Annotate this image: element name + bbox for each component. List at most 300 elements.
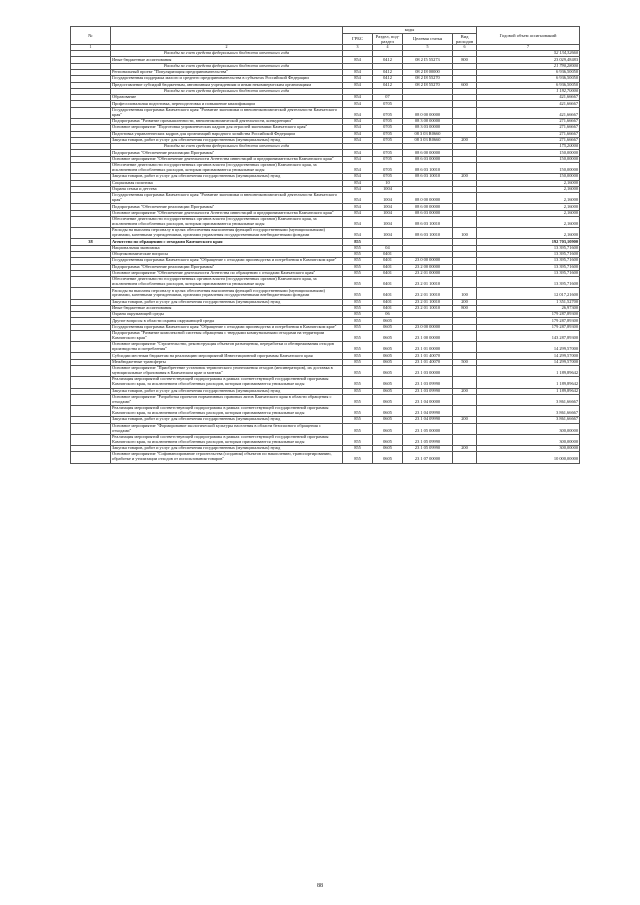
cell-vr [453,406,477,417]
cell-grbs: 854 [343,180,373,186]
column-index: 2 [111,45,343,51]
cell-cs: 23 1 05 00000 [403,423,453,434]
cell-rz: 0401 [373,299,403,305]
cell-sum: 1 192,70000 [477,88,580,94]
cell-rz: 0605 [373,406,403,417]
cell-rz: 1004 [373,186,403,192]
cell-cs: 23 1 05 09990 [403,445,453,451]
cell-cs: 08 6 00 00000 [403,150,453,156]
cell-name: Расходы на выплаты персоналу в целях обеспечения выполнения функций государственными (муниципальными) органами, казенными учреждениями, органами управления государственными внебюджетными фондами [111,228,343,239]
cell-sum: 179 287,89300 [477,312,580,318]
cell-sum: 421,66667 [477,107,580,118]
cell-grbs: 855 [343,366,373,377]
cell-sum: 150,00000 [477,156,580,162]
cell-grbs: 855 [343,324,373,330]
cell-grbs: 855 [343,377,373,388]
cell-sum: 13 395,71600 [477,251,580,257]
cell-grbs: 854 [343,82,373,88]
table-row [71,434,580,445]
cell-rz: 0605 [373,394,403,405]
cell-name: Подпрограмма "Обеспечение реализации Программы" [111,150,343,156]
column-index: 4 [373,45,403,51]
table-row [71,216,580,227]
cell-rz: 10 [373,180,403,186]
cell-rz: 0401 [373,288,403,299]
cell-grbs: 855 [343,245,373,251]
cell-grbs: 855 [343,423,373,434]
cell-cs: 23 1 05 09990 [403,434,453,445]
table-row [71,107,580,118]
cell-sum: 21 790,28000 [477,63,580,69]
table-row [71,452,580,463]
cell-rz: 0401 [373,258,403,264]
cell-sum: 6 936,50050 [477,82,580,88]
cell-sum: 12 017,21600 [477,288,580,299]
cell-cs: 23 1 01 40070 [403,353,453,359]
cell-name: Государственная программа Камчатского края "Развитие экономики и внешнеэкономической деятельности Камчатского края" [111,193,343,204]
cell-sum: 271,66667 [477,131,580,137]
cell-grbs: 854 [343,107,373,118]
cell-sum: 13 395,71600 [477,270,580,276]
cell-rz: 0605 [373,324,403,330]
cell-rz: 0705 [373,101,403,107]
cell-grbs: 854 [343,162,373,173]
cell-cs: 23 0 00 00000 [403,258,453,264]
cell-rz: 1004 [373,204,403,210]
cell-grbs: 855 [343,305,373,311]
cell-sum: 2,16000 [477,193,580,204]
cell-vr [453,193,477,204]
cell-sum: 3 861,66667 [477,394,580,405]
cell-rz: 0705 [373,107,403,118]
cell-num [71,377,111,388]
cell-num [71,452,111,463]
cell-name: Профессиональная подготовка, переподготовка и повышение квалификации [111,101,343,107]
cell-grbs: 855 [343,239,373,245]
cell-sum: 1 189,89642 [477,366,580,377]
cell-rz: 0605 [373,318,403,324]
cell-rz: 06 [373,312,403,318]
cell-grbs: 854 [343,156,373,162]
cell-cs: 08 3 03 00000 [403,125,453,131]
cell-cs: 23 1 04 09990 [403,417,453,423]
cell-name: Реализация мероприятий соответствующей подпрограммы в рамках соответствующей государственной программы Камчатского края, за исключением обособленных расходов, которым присваиваются уникальные коды [111,406,343,417]
header-vr: Вид расходов [453,33,477,45]
cell-sum: 179 287,89300 [477,324,580,330]
cell-rz: 1004 [373,228,403,239]
cell-cs: 23 2 01 10010 [403,299,453,305]
cell-name: Государственная программа Камчатского края "Обращение с отходами производства и потребления в Камчатском крае" [111,324,343,330]
cell-grbs: 854 [343,216,373,227]
cell-cs: 08 6 03 10010 [403,162,453,173]
cell-name: Иные бюджетные ассигнования [111,305,343,311]
cell-rz: 0605 [373,377,403,388]
cell-vr [453,331,477,342]
table-row [71,277,580,288]
cell-grbs: 854 [343,137,373,143]
cell-sum: 6 936,50050 [477,76,580,82]
cell-cs: 23 1 04 00000 [403,394,453,405]
cell-vr: 200 [453,417,477,423]
cell-rz: 0412 [373,76,403,82]
cell-num [71,216,111,227]
cell-vr [453,107,477,118]
cell-name: Закупка товаров, работ и услуг для обеспечения государственных (муниципальных) нужд [111,388,343,394]
cell-sum: 2,16000 [477,210,580,216]
cell-vr [453,162,477,173]
cell-rz: 0605 [373,452,403,463]
cell-grbs: 855 [343,318,373,324]
cell-name: Межбюджетные трансферты [111,359,343,365]
cell-grbs: 854 [343,174,373,180]
cell-cs: 08 2 I8 00000 [403,69,453,75]
cell-rz: 0605 [373,366,403,377]
cell-sum: 150,00000 [477,150,580,156]
cell-vr: 500 [453,359,477,365]
header-cs: Целевая статья [403,33,453,45]
cell-num [71,193,111,204]
cell-name: Обеспечение деятельности государственных органов власти (государственных органов) Камчатского края, за исключением обособленных расходов, которым присваиваются уникальные коды [111,277,343,288]
cell-rz: 0705 [373,150,403,156]
cell-num [71,277,111,288]
cell-name: Расходы за счет средств федерального бюджета отчетного года [111,63,343,69]
cell-num [71,366,111,377]
header-name [111,27,343,45]
cell-name: Иные бюджетные ассигнования [111,57,343,63]
cell-grbs: 855 [343,277,373,288]
cell-cs: 08 3 00 00000 [403,118,453,124]
cell-grbs: 855 [343,353,373,359]
cell-grbs: 855 [343,406,373,417]
cell-name: Национальная экономика [111,245,343,251]
cell-num [71,406,111,417]
cell-cs: 23 2 01 10010 [403,277,453,288]
cell-name: Агентство по обращению с отходами Камчатского края [111,239,343,245]
cell-vr: 600 [453,82,477,88]
cell-grbs: 854 [343,57,373,63]
cell-name: Реализация мероприятий соответствующей подпрограммы в рамках соответствующей государственной программы Камчатского края, за исключением обособленных расходов, которым присваиваются уникальные коды [111,377,343,388]
table-row [71,406,580,417]
cell-rz: 0705 [373,137,403,143]
cell-name: Расходы за счет средств федерального бюджета отчетного года [111,144,343,150]
cell-grbs: 854 [343,228,373,239]
cell-sum: 6 936,50050 [477,69,580,75]
cell-rz: 0605 [373,353,403,359]
cell-name: Расходы за счет средств федерального бюджета отчетного года [111,51,343,57]
cell-name: Основное мероприятие "Обеспечение деятельности Агентства инвестиций и предпринимательства Камчатского края" [111,210,343,216]
cell-grbs: 854 [343,95,373,101]
cell-rz: 04 [373,245,403,251]
header-num: № [71,27,111,45]
cell-grbs: 855 [343,258,373,264]
cell-grbs: 855 [343,445,373,451]
cell-rz: 0605 [373,434,403,445]
cell-rz: 0605 [373,331,403,342]
cell-rz: 0401 [373,264,403,270]
cell-sum: 23 029,48483 [477,57,580,63]
cell-cs: 23 0 00 00000 [403,324,453,330]
table-row [71,193,580,204]
cell-sum: 10 000,00000 [477,452,580,463]
cell-sum: 175,20000 [477,144,580,150]
cell-grbs: 854 [343,101,373,107]
table-row [71,342,580,353]
cell-sum: 14 299,57000 [477,359,580,365]
cell-sum: 13 395,71600 [477,258,580,264]
table-row [71,366,580,377]
cell-cs: 08 2 I8 55270 [403,76,453,82]
cell-vr: 200 [453,388,477,394]
cell-name: Общеэкономические вопросы [111,251,343,257]
cell-num [71,107,111,118]
cell-grbs: 855 [343,270,373,276]
cell-name: Охрана семьи и детства [111,186,343,192]
cell-sum: 3 861,66667 [477,417,580,423]
cell-sum: 143 287,89300 [477,331,580,342]
column-index: 3 [343,45,373,51]
column-index: 5 [403,45,453,51]
cell-cs: 23 1 00 00000 [403,331,453,342]
cell-grbs: 855 [343,417,373,423]
page-number: 88 [317,883,323,889]
cell-rz: 0705 [373,118,403,124]
cell-name: Предоставление субсидий бюджетным, автономным учреждениям и иным некоммерческим организациям [111,82,343,88]
cell-vr [453,277,477,288]
cell-name: Образование [111,95,343,101]
cell-name: Основное мероприятие "Обеспечение деятельности Агентства по обращению с отходами Камчатского края" [111,270,343,276]
cell-cs: 08 3 03 R0660 [403,137,453,143]
cell-cs: 23 1 03 09990 [403,388,453,394]
cell-vr [453,366,477,377]
cell-num [71,331,111,342]
cell-sum: 271,66667 [477,137,580,143]
cell-num [71,423,111,434]
cell-grbs: 854 [343,193,373,204]
cell-name: Основное мероприятие "Подготовка управленческих кадров для отраслей экономики Камчатского края" [111,125,343,131]
cell-name: Обеспечение деятельности государственных органов власти (государственных органов) Камчатского края, за исключением обособленных расходов, которым присваиваются уникальные коды [111,216,343,227]
cell-name: Основное мероприятие "Строительство, реконструкция объектов размещения, переработки и обезвреживания отходов производства и потребления" [111,342,343,353]
cell-sum: 300,00000 [477,423,580,434]
cell-grbs: 855 [343,331,373,342]
cell-grbs: 854 [343,131,373,137]
table-row [71,331,580,342]
cell-name: Расходы на выплаты персоналу в целях обеспечения выполнения функций государственными (муниципальными) органами, казенными учреждениями, органами управления государственными внебюджетными фондами [111,288,343,299]
cell-sum: 2,16000 [477,186,580,192]
cell-grbs: 855 [343,388,373,394]
cell-sum: 179 287,89300 [477,318,580,324]
cell-cs: 23 2 01 10010 [403,288,453,299]
cell-vr [453,434,477,445]
cell-rz: 0605 [373,388,403,394]
cell-grbs: 854 [343,125,373,131]
cell-num [71,342,111,353]
column-index: 7 [477,45,580,51]
cell-sum: 192 703,10900 [477,239,580,245]
cell-rz: 0705 [373,131,403,137]
table-row [71,423,580,434]
cell-sum: 1 351,52700 [477,299,580,305]
cell-cs: 08 0 00 00000 [403,107,453,118]
cell-vr: 800 [453,57,477,63]
cell-sum: 300,00000 [477,445,580,451]
cell-cs: 08 6 03 00000 [403,210,453,216]
cell-cs: 23 2 01 10010 [403,305,453,311]
table-row [71,162,580,173]
table-row [71,288,580,299]
cell-name: Государственная поддержка малого и среднего предпринимательства в субъектах Российской Федерации [111,76,343,82]
cell-rz: 0705 [373,174,403,180]
header-codes: коды [343,27,477,34]
table-row [71,377,580,388]
cell-grbs: 855 [343,264,373,270]
header-sum: Годовой объем ассигнований [477,27,580,45]
cell-rz: 0401 [373,251,403,257]
cell-grbs: 855 [343,251,373,257]
cell-cs: 23 1 04 09990 [403,406,453,417]
cell-grbs: 855 [343,452,373,463]
cell-cs: 23 1 01 40070 [403,359,453,365]
cell-name: Закупка товаров, работ и услуг для обеспечения государственных (муниципальных) нужд [111,417,343,423]
cell-cs: 23 2 01 00000 [403,270,453,276]
cell-grbs: 855 [343,312,373,318]
cell-num [71,162,111,173]
cell-name: Основное мероприятие "Софинансирование строительства (создания) объектов по накоплению, транспортированию, обработке и утилизации отходов от использования товаров" [111,452,343,463]
cell-rz: 0605 [373,359,403,365]
header-row-top [71,27,580,34]
cell-sum: 2,16000 [477,204,580,210]
cell-sum: 271,66667 [477,125,580,131]
cell-sum: 1 189,89642 [477,388,580,394]
cell-name: Государственная программа Камчатского края "Развитие экономики и внешнеэкономической деятельности Камчатского края" [111,107,343,118]
budget-table [70,26,580,464]
cell-rz: 0705 [373,162,403,173]
cell-rz: 0412 [373,69,403,75]
cell-rz: 0412 [373,57,403,63]
table-row [71,394,580,405]
cell-name: Охрана окружающей среды [111,312,343,318]
header-rz: Раздел, под-раздел [373,33,403,45]
cell-cs: 08 6 03 10010 [403,174,453,180]
cell-cs: 08 6 03 00000 [403,156,453,162]
cell-grbs: 855 [343,342,373,353]
cell-name: Подпрограмма "Развитие промышленности, внешнеэкономической деятельности, конкуренции" [111,118,343,124]
cell-sum: 13 395,71600 [477,245,580,251]
cell-rz: 0605 [373,417,403,423]
cell-rz: 07 [373,95,403,101]
cell-cs: 08 3 03 R0660 [403,131,453,137]
cell-sum: 271,66667 [477,118,580,124]
cell-name: Субсидии местным бюджетам на реализацию мероприятий Инвестиционной программы Камчатского края [111,353,343,359]
cell-name: Закупка товаров, работ и услуг для обеспечения государственных (муниципальных) нужд [111,299,343,305]
cell-grbs: 855 [343,394,373,405]
cell-grbs: 854 [343,204,373,210]
cell-rz: 1004 [373,216,403,227]
cell-vr [453,394,477,405]
cell-grbs: 854 [343,186,373,192]
cell-name: Реализация мероприятий соответствующей подпрограммы в рамках соответствующей государственной программы Камчатского края, за исключением обособленных расходов, которым присваиваются уникальные коды [111,434,343,445]
cell-grbs: 855 [343,434,373,445]
cell-sum: 13 395,71600 [477,264,580,270]
cell-name: Расходы за счет средств федерального бюджета отчетного года [111,88,343,94]
cell-sum: 13 395,71600 [477,277,580,288]
cell-sum: 2,16000 [477,180,580,186]
cell-grbs: 855 [343,288,373,299]
cell-grbs: 854 [343,76,373,82]
cell-rz: 0401 [373,305,403,311]
cell-sum: 421,66667 [477,95,580,101]
cell-vr [453,377,477,388]
cell-sum: 150,00000 [477,162,580,173]
cell-name: Основное мероприятие "Разработка проектов нормативных правовых актов Камчатского края в области обращения с отходами" [111,394,343,405]
cell-grbs: 854 [343,150,373,156]
cell-rz: 0605 [373,423,403,434]
cell-num [71,434,111,445]
cell-name: Социальная политика [111,180,343,186]
cell-vr: 200 [453,299,477,305]
cell-sum: 1 189,89642 [477,377,580,388]
cell-rz: 0605 [373,445,403,451]
cell-name: Закупка товаров, работ и услуг для обеспечения государственных (муниципальных) нужд [111,445,343,451]
cell-grbs: 854 [343,69,373,75]
cell-name: Обеспечение деятельности государственных органов власти (государственных органов) Камчатского края, за исключением обособленных расходов, которым присваиваются уникальные коды [111,162,343,173]
cell-vr: 100 [453,228,477,239]
cell-cs: 08 0 00 00000 [403,193,453,204]
cell-vr: 800 [453,305,477,311]
cell-num [71,288,111,299]
cell-rz: 0605 [373,342,403,353]
cell-vr: 200 [453,174,477,180]
cell-cs: 23 1 03 00000 [403,366,453,377]
cell-vr: 200 [453,445,477,451]
cell-sum: 52 134,32660 [477,51,580,57]
cell-sum: 14 299,57000 [477,353,580,359]
cell-cs: 08 2 I5 55273 [403,57,453,63]
cell-name: Подпрограмма "Развитие комплексной системы обращения с твердыми коммунальными отходами на территории Камчатского края" [111,331,343,342]
cell-name: Основное мероприятие "Формирование экологической культуры населения в области безопасного обращения с отходами" [111,423,343,434]
cell-rz: 1004 [373,193,403,204]
cell-name: Другие вопросы в области охраны окружающей среды [111,318,343,324]
cell-name: Основное мероприятие "Обеспечение деятельности Агентства инвестиций и предпринимательства Камчатского края" [111,156,343,162]
cell-cs: 08 6 00 00000 [403,204,453,210]
cell-rz: 0412 [373,82,403,88]
cell-grbs: 855 [343,359,373,365]
cell-cs: 08 2 I8 55270 [403,82,453,88]
cell-cs: 08 6 03 10010 [403,216,453,227]
cell-num: 38 [71,239,111,245]
table-body [71,51,580,463]
cell-cs: 23 1 01 00000 [403,342,453,353]
cell-vr: 200 [453,137,477,143]
cell-name: Подпрограмма "Обеспечение реализации Программы" [111,204,343,210]
cell-name: Закупка товаров, работ и услуг для обеспечения государственных (муниципальных) нужд [111,174,343,180]
cell-cs: 23 1 03 09990 [403,377,453,388]
cell-rz: 0401 [373,277,403,288]
cell-rz: 0705 [373,156,403,162]
cell-num [71,394,111,405]
cell-name: Государственная программа Камчатского края "Обращение с отходами производства и потребления в Камчатском крае" [111,258,343,264]
cell-vr [453,342,477,353]
cell-sum: 300,00000 [477,434,580,445]
cell-name: Подпрограмма "Обеспечение реализации Программы" [111,264,343,270]
cell-grbs: 855 [343,299,373,305]
table-row [71,228,580,239]
cell-name: Региональный проект "Популяризация предпринимательства" [111,69,343,75]
header-grbs: ГРБС [343,33,373,45]
column-index: 6 [453,45,477,51]
cell-grbs: 854 [343,210,373,216]
cell-cs: 23 1 07 00000 [403,452,453,463]
cell-sum: 421,66667 [477,101,580,107]
